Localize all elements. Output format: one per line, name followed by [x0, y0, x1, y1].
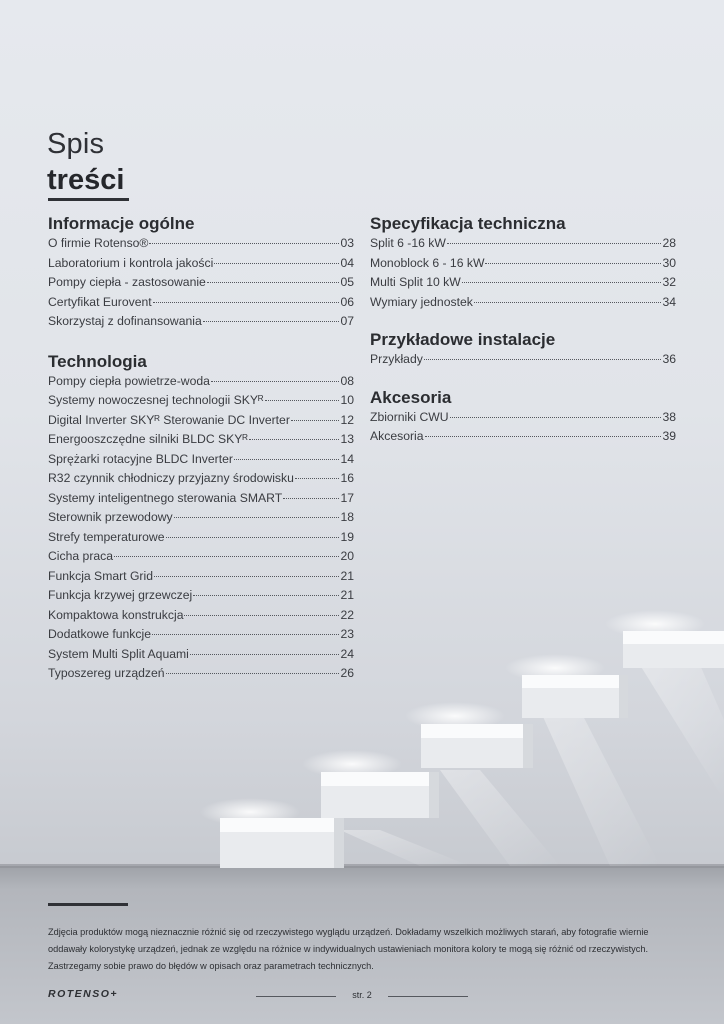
dot-leader [166, 537, 340, 538]
section-heading-technology: Technologia [48, 351, 147, 371]
toc-item[interactable] [48, 413, 354, 433]
toc-item[interactable] [48, 588, 354, 608]
toc-item-label: Zbiorniki CWU [370, 409, 449, 424]
toc-item[interactable] [48, 314, 354, 334]
dot-leader [283, 498, 339, 499]
toc-item-label: Cicha praca [48, 549, 114, 563]
page-number-rule-left [256, 996, 336, 997]
toc-item-label: R32 czynnik chłodniczy przyjazny środowisku [48, 471, 294, 485]
toc-item-page: 34 [662, 294, 676, 309]
toc-item-label: Przykłady [370, 352, 423, 366]
toc-item[interactable] [48, 608, 354, 628]
dot-leader [447, 243, 662, 244]
toc-item-label: Certyfikat Eurovent [48, 294, 152, 309]
title-line-1: Spis [47, 128, 105, 160]
dot-leader [211, 381, 340, 382]
page-number-rule-right [388, 996, 468, 997]
toc-item[interactable] [48, 275, 354, 295]
toc-item[interactable] [48, 374, 354, 394]
toc-item[interactable] [48, 510, 354, 530]
dot-leader [265, 400, 340, 401]
toc-item-page: 22 [340, 607, 354, 622]
toc-item-label: Split 6 -16 kW [370, 236, 446, 250]
toc-item-page: 18 [340, 510, 354, 524]
page-number: str. 2 [352, 990, 372, 1000]
toc-item-label: Funkcja krzywej grzewczej [48, 588, 193, 602]
toc-item-page: 08 [340, 373, 354, 388]
dot-leader [291, 420, 340, 421]
toc-item-page: 30 [662, 255, 676, 270]
dot-leader [154, 576, 339, 577]
toc-item-page: 28 [662, 236, 676, 250]
toc-item-page: 03 [340, 236, 354, 250]
toc-item-label: Skorzystaj z dofinansowania [48, 314, 202, 328]
toc-item[interactable] [48, 471, 354, 491]
step-4 [522, 675, 628, 718]
toc-item-label: Multi Split 10 kW [370, 275, 461, 289]
toc-item-label: Funkcja Smart Grid [48, 568, 153, 583]
dot-leader [149, 243, 339, 244]
toc-item[interactable] [370, 429, 676, 449]
dot-leader [249, 439, 340, 440]
toc-item[interactable] [48, 549, 354, 569]
toc-list-specification [370, 236, 676, 314]
toc-item-page: 21 [340, 588, 354, 602]
step-5 [623, 631, 724, 668]
toc-item-label: Typoszereg urządzeń [48, 666, 165, 680]
dot-leader [153, 302, 340, 303]
toc-item-page: 38 [662, 409, 676, 424]
dot-leader [450, 417, 662, 418]
toc-item-label: Sprężarki rotacyjne BLDC Inverter [48, 451, 233, 466]
toc-item[interactable] [48, 627, 354, 647]
toc-item-page: 14 [340, 451, 354, 466]
section-heading-specification: Specyfikacja techniczna [370, 214, 566, 233]
toc-left-column [48, 212, 354, 686]
dot-leader [462, 282, 662, 283]
toc-item[interactable] [48, 432, 354, 452]
toc-list-installations [370, 352, 676, 372]
toc-right-column [370, 212, 676, 449]
toc-item-label: Akcesoria [370, 429, 424, 443]
dot-leader [424, 359, 662, 360]
toc-item-label: Pompy ciepła - zastosowanie [48, 275, 206, 289]
section-heading-general: Informacje ogólne [48, 214, 195, 233]
toc-item-label: Strefy temperaturowe [48, 529, 165, 544]
title-line-2: treści [47, 164, 125, 196]
dot-leader [425, 436, 662, 437]
toc-item-label: Sterownik przewodowy [48, 510, 173, 524]
toc-item[interactable] [48, 666, 354, 686]
dot-leader [166, 673, 340, 674]
dot-leader [184, 615, 339, 616]
dot-leader [207, 282, 340, 283]
toc-item-label: Systemy nowoczesnej technologii SKYᴿ [48, 393, 264, 407]
toc-item-page: 07 [340, 314, 354, 328]
toc-item-label: Digital Inverter SKYᴿ Sterowanie DC Inverter [48, 412, 290, 427]
toc-item-page: 23 [340, 627, 354, 641]
dot-leader [174, 517, 340, 518]
dot-leader [203, 321, 340, 322]
toc-item-page: 06 [340, 294, 354, 309]
toc-item[interactable] [370, 410, 676, 430]
toc-list-technology [48, 374, 354, 686]
footer-divider [48, 903, 128, 906]
toc-item[interactable] [48, 393, 354, 413]
dot-leader [190, 654, 340, 655]
toc-item[interactable] [48, 236, 354, 256]
toc-item-page: 05 [340, 275, 354, 289]
toc-list-general [48, 236, 354, 334]
toc-item-page: 36 [662, 352, 676, 366]
dot-leader [214, 263, 339, 264]
step-1 [220, 818, 344, 868]
toc-item-page: 32 [662, 275, 676, 289]
dot-leader [295, 478, 340, 479]
toc-item-page: 21 [340, 568, 354, 583]
toc-item[interactable] [48, 452, 354, 472]
toc-item-page: 19 [340, 529, 354, 544]
section-heading-installations: Przykładowe instalacje [370, 330, 556, 349]
toc-item-page: 24 [340, 646, 354, 661]
toc-item-page: 04 [340, 255, 354, 270]
step-3 [421, 724, 533, 768]
toc-item-label: Dodatkowe funkcje [48, 627, 151, 641]
toc-item[interactable] [48, 569, 354, 589]
toc-item[interactable] [48, 491, 354, 511]
toc-item[interactable] [370, 275, 676, 295]
toc-item-label: Kompaktowa konstrukcja [48, 607, 184, 622]
dot-leader [234, 459, 340, 460]
toc-item[interactable] [370, 256, 676, 276]
toc-item-label: Monoblock 6 - 16 kW [370, 255, 485, 270]
toc-item-page: 26 [340, 666, 354, 680]
dot-leader [114, 556, 339, 557]
toc-item-page: 13 [340, 432, 354, 446]
toc-item[interactable] [370, 295, 676, 315]
toc-item[interactable] [48, 295, 354, 315]
dot-leader [193, 595, 339, 596]
rotenso-logo: ROTENSO+ [48, 988, 119, 1000]
toc-item[interactable] [48, 647, 354, 667]
toc-item-label: Pompy ciepła powietrze-woda [48, 373, 210, 388]
toc-item-label: O firmie Rotenso® [48, 236, 149, 250]
toc-item-label: Laboratorium i kontrola jakości [48, 255, 214, 270]
toc-item[interactable] [48, 256, 354, 276]
toc-item[interactable] [48, 530, 354, 550]
toc-item-label: System Multi Split Aquami [48, 646, 189, 661]
dot-leader [485, 263, 661, 264]
step-2 [321, 772, 439, 818]
toc-list-accessories [370, 410, 676, 449]
toc-item-page: 16 [340, 471, 354, 485]
toc-item-label: Systemy inteligentnego sterowania SMART [48, 490, 283, 505]
toc-item[interactable] [370, 236, 676, 256]
dot-leader [152, 634, 339, 635]
toc-item-page: 10 [340, 393, 354, 407]
toc-item-label: Wymiary jednostek [370, 294, 473, 309]
disclaimer-text: Zdjęcia produktów mogą nieznacznie różnić się od rzeczywistego wyglądu urządzeń. Dokładamy wszelkich możliwych starań, aby fotografie wiernie oddawały kolorystykę urządzeń, jednak ze względu na różnice w indywidualnych ustawieniach monitora kolory te mogą się różnić od rzeczywistych. Zastrzegamy sobie prawo do błędów w opisach oraz parametrach technicznych. [48, 927, 649, 971]
toc-item-page: 20 [340, 549, 354, 563]
toc-item-page: 17 [340, 490, 354, 505]
title-underline [48, 198, 129, 201]
toc-item-page: 12 [340, 412, 354, 427]
section-heading-accessories: Akcesoria [370, 387, 452, 407]
dot-leader [474, 302, 662, 303]
toc-item-label: Energooszczędne silniki BLDC SKYᴿ [48, 432, 248, 446]
toc-item-page: 39 [662, 429, 676, 443]
toc-item[interactable] [370, 352, 676, 372]
